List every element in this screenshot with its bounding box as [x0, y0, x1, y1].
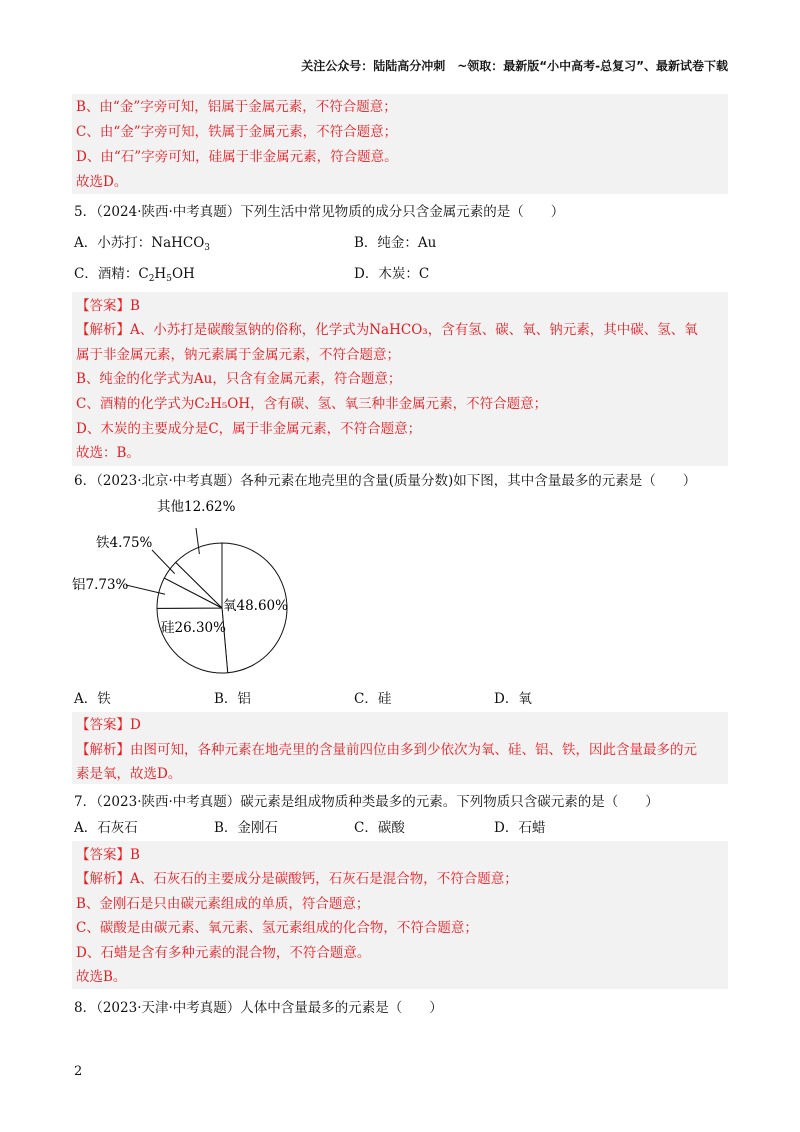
- q5-option-d: D．木炭：C: [354, 266, 430, 282]
- analysis-line: B、由“金”字旁可知，铝属于金属元素，不符合题意；: [76, 99, 397, 115]
- q6-option-c: C．硅: [354, 691, 392, 707]
- q6-option-a: A．铁: [74, 691, 111, 707]
- q6-option-d: D．氧: [494, 691, 532, 707]
- analysis-line: C、由“金”字旁可知，铁属于金属元素，不符合题意；: [76, 124, 398, 140]
- question-6-stem: 6．（2023·北京·中考真题）各种元素在地壳里的含量(质量分数)如下图，其中含量最多的元素是（ ）: [74, 473, 697, 489]
- analysis-line: 故选D。: [76, 174, 128, 190]
- analysis-line: C、碳酸是由碳元素、氧元素、氢元素组成的化合物，不符合题意；: [76, 920, 478, 936]
- pie-slice-硅: [157, 608, 228, 673]
- formula-nahco3: NaHCO$_3$: [151, 235, 211, 253]
- pie-label-other: 其他12.62%: [157, 499, 236, 515]
- analysis-line: B、金刚石是只由碳元素组成的单质，符合题意；: [76, 896, 370, 912]
- analysis-line: 故选B。: [76, 969, 127, 985]
- q5-option-b: B．纯金：Au: [354, 235, 437, 251]
- analysis-line: 素是氧，故选D。: [76, 766, 182, 782]
- analysis-line: D、由“石”字旁可知，硅属于非金属元素，符合题意。: [76, 149, 398, 165]
- analysis-line: 故选：B。: [76, 445, 140, 461]
- pie-label-aluminum: 铝7.73%: [72, 577, 129, 593]
- page-number: 2: [74, 1064, 83, 1079]
- analysis-line: D、木炭的主要成分是C，属于非金属元素，不符合题意；: [76, 421, 422, 437]
- q6-answer: 【答案】D: [76, 717, 141, 733]
- analysis-line: 【解析】A、石灰石的主要成分是碳酸钙，石灰石是混合物，不符合题意；: [76, 871, 518, 887]
- question-8-stem: 8．（2023·天津·中考真题）人体中含量最多的元素是（ ）: [74, 1000, 443, 1016]
- q7-option-d: D．石蜡: [494, 820, 546, 836]
- pie-label-oxygen: 氧48.60%: [223, 598, 288, 614]
- pie-leader-line-铁: [152, 550, 175, 574]
- question-7-stem: 7．（2023·陕西·中考真题）碳元素是组成物质种类最多的元素。下列物质只含碳元素的是（ ）: [74, 794, 659, 810]
- pie-label-iron: 铁4.75%: [96, 535, 153, 551]
- q5-option-c: C．酒精：$C_2H_5OH$: [74, 266, 195, 284]
- analysis-line: 【解析】A、小苏打是碳酸氢钠的俗称，化学式为NaHCO₃，含有氢、碳、氧、钠元素，其中碳、氢、氧: [76, 322, 698, 338]
- analysis-line: B、纯金的化学式为Au，只含有金属元素，符合题意；: [76, 371, 402, 387]
- analysis-line: 属于非金属元素，钠元素属于金属元素，不符合题意；: [76, 347, 400, 363]
- q7-answer-block: [72, 841, 728, 989]
- q7-answer: 【答案】B: [76, 847, 140, 863]
- q5-answer: 【答案】B: [76, 298, 140, 314]
- analysis-line: C、酒精的化学式为C₂H₅OH，含有碳、氢、氧三种非金属元素，不符合题意；: [76, 396, 548, 412]
- page-header: 关注公众号：陆陆高分冲刺 ~领取：最新版“小中高考-总复习”、最新试卷下载: [301, 59, 728, 73]
- q5-option-a: A．小苏打：NaHCO$_3$: [74, 235, 211, 253]
- formula-c2h5oh: $C_2H_5OH$: [138, 266, 195, 284]
- crust-element-pie-chart: [60, 490, 380, 680]
- analysis-line: 【解析】由图可知，各种元素在地壳里的含量前四位由多到少依次为氧、硅、铝、铁，因此含量最多的元: [76, 742, 697, 758]
- pie-label-silicon: 硅26.30%: [161, 620, 226, 636]
- q6-option-b: B．铝: [214, 691, 251, 707]
- question-5-stem: 5．（2024·陕西·中考真题）下列生活中常见物质的成分只含金属元素的是（ ）: [74, 204, 565, 220]
- q7-option-c: C．碳酸: [354, 820, 405, 836]
- q7-option-a: A．石灰石: [74, 820, 138, 836]
- analysis-line: D、石蜡是含有多种元素的混合物，不符合题意。: [76, 945, 371, 961]
- q7-option-b: B．金刚石: [214, 820, 278, 836]
